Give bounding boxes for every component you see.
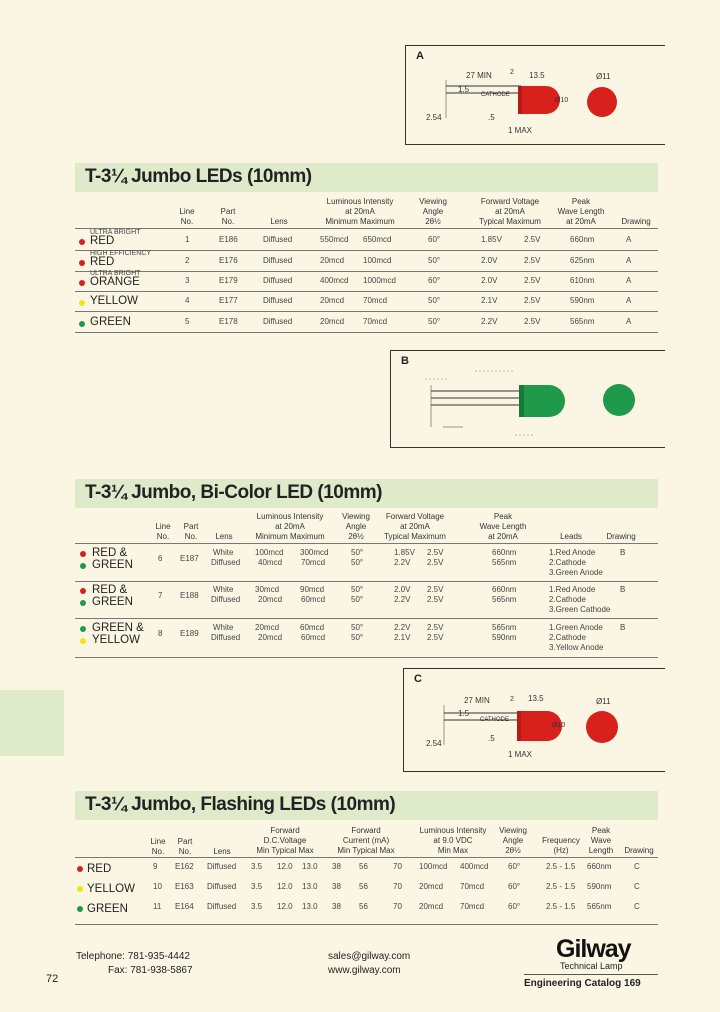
color-dot-icon xyxy=(77,886,83,892)
row-divider xyxy=(75,618,658,619)
lum-max: 100mcd xyxy=(363,256,392,265)
drawing-c xyxy=(403,668,665,772)
lum-max: 70mcd xyxy=(301,558,326,567)
fv-typical: 2.0V xyxy=(481,276,498,285)
lens: Diffused xyxy=(263,317,293,326)
logo-wordmark: Gilway xyxy=(556,935,631,963)
col-header-angle: Viewing Angle 2θ½ xyxy=(499,826,527,855)
line-number: 2 xyxy=(185,256,190,265)
current-min: 38 xyxy=(332,882,341,891)
lum-max: 60mcd xyxy=(301,633,326,642)
drawing-ref: A xyxy=(626,276,632,285)
part-number: E164 xyxy=(175,902,194,911)
view-angle: 50° xyxy=(351,585,364,594)
wavelength: 625nm xyxy=(570,256,595,265)
line-number: 9 xyxy=(153,862,158,871)
part-number: E178 xyxy=(219,317,238,326)
lead-2: 2.Cathode xyxy=(549,633,586,642)
view-angle: 50° xyxy=(351,595,364,604)
part-number: E189 xyxy=(180,629,199,638)
color-dot-icon xyxy=(80,588,86,594)
color-dot-icon xyxy=(80,626,86,632)
lead-3: 3.Green Anode xyxy=(549,568,603,577)
led-subtitle: ULTRA BRIGHT xyxy=(90,229,141,236)
current-typical: 56 xyxy=(359,862,368,871)
view-angle: 50° xyxy=(351,623,364,632)
part-number: E187 xyxy=(180,554,199,563)
wavelength: 610nm xyxy=(570,276,595,285)
current-min: 38 xyxy=(332,902,341,911)
lum-min: 100mcd xyxy=(419,862,448,871)
footer-email[interactable]: sales@gilway.com xyxy=(328,951,411,962)
col-header-wavelength: Peak Wave Length at 20mA xyxy=(557,197,605,226)
view-angle: 50° xyxy=(428,256,441,265)
lead-1: 1.Red Anode xyxy=(549,548,596,557)
fv-typical: 1.85V xyxy=(394,548,415,557)
line-number: 8 xyxy=(158,629,163,638)
led-subtitle: ULTRA BRIGHT xyxy=(90,270,141,277)
col-header-drawing: Drawing xyxy=(624,846,654,855)
fv-max: 2.5V xyxy=(427,585,444,594)
lum-min: 20mcd xyxy=(419,902,444,911)
fv-typical: 2.2V xyxy=(394,595,411,604)
fv-typical: 2.1V xyxy=(394,633,411,642)
wavelength: 590nm xyxy=(587,882,612,891)
col-header-angle: Viewing Angle 2θ½ xyxy=(342,512,370,541)
dcv-typical: 12.0 xyxy=(277,902,293,911)
lum-min: 20mcd xyxy=(258,595,283,604)
color-dot-icon xyxy=(79,239,85,245)
col-header-angle: Viewing Angle 2θ½ xyxy=(419,197,447,226)
led-color-name: YELLOW xyxy=(87,883,135,895)
lum-max: 650mcd xyxy=(363,235,392,244)
section-header-flashing-leds xyxy=(75,791,658,820)
part-number: E162 xyxy=(175,862,194,871)
led-color-name: RED & xyxy=(92,547,128,559)
led-drawing-red-flashing xyxy=(404,669,661,771)
led-drawing-green xyxy=(391,351,661,447)
lum-max: 60mcd xyxy=(301,595,326,604)
col-header-drawing: Drawing xyxy=(606,532,636,541)
fv-max: 2.5V xyxy=(524,317,541,326)
fv-max: 2.5V xyxy=(427,595,444,604)
line-number: 5 xyxy=(185,317,190,326)
fv-typical: 2.2V xyxy=(481,317,498,326)
lens: Diffused xyxy=(263,256,293,265)
col-header-part: Part No. xyxy=(183,522,199,541)
led-color-name: GREEN xyxy=(92,559,133,571)
row-divider xyxy=(75,332,658,333)
current-max: 70 xyxy=(393,882,402,891)
view-angle: 60° xyxy=(428,276,441,285)
footer-web[interactable]: www.gilway.com xyxy=(328,965,401,976)
led-subtitle: HIGH EFFICIENCY xyxy=(90,250,152,257)
part-number: E186 xyxy=(219,235,238,244)
dim-max: 1 MAX xyxy=(508,750,533,759)
dim-lead: .5 xyxy=(488,734,495,743)
dcv-min: 3.5 xyxy=(251,882,263,891)
lum-max: 90mcd xyxy=(300,585,325,594)
wavelength: 660nm xyxy=(570,235,595,244)
fv-typical: 2.2V xyxy=(394,623,411,632)
lead-1: 1.Green Anode xyxy=(549,623,603,632)
col-header-line: Line No. xyxy=(150,837,166,856)
lead-3: 3.Yellow Anode xyxy=(549,643,604,652)
led-color-name: RED xyxy=(87,863,112,875)
col-header-lens: Lens xyxy=(270,217,288,226)
lead-3: 3.Green Cathode xyxy=(549,605,611,614)
led-color-name: ORANGE xyxy=(90,276,140,288)
lum-min: 20mcd xyxy=(320,317,345,326)
col-header-luminous: Luminous Intensity at 20mA Minimum Maximum xyxy=(325,197,395,226)
fv-max: 2.5V xyxy=(524,276,541,285)
color-dot-icon xyxy=(77,906,83,912)
col-header-drawing: Drawing xyxy=(621,217,651,226)
lead-1: 1.Red Anode xyxy=(549,585,596,594)
lum-max: 70mcd xyxy=(363,296,388,305)
lum-min: 20mcd xyxy=(255,623,280,632)
side-tab xyxy=(0,690,64,756)
fv-typical: 2.0V xyxy=(481,256,498,265)
wavelength: 565nm xyxy=(492,558,517,567)
dim-max: 1 MAX xyxy=(508,126,533,135)
part-number: E177 xyxy=(219,296,238,305)
fv-typical: 1.85V xyxy=(481,235,502,244)
color-dot-icon xyxy=(79,300,85,306)
lead-2: 2.Cathode xyxy=(549,595,586,604)
lum-max: 300mcd xyxy=(300,548,329,557)
row-divider xyxy=(75,311,658,312)
lum-max: 70mcd xyxy=(460,882,485,891)
fv-max: 2.5V xyxy=(427,623,444,632)
wavelength: 590nm xyxy=(570,296,595,305)
line-number: 1 xyxy=(185,235,190,244)
lum-max: 1000mcd xyxy=(363,276,396,285)
color-dot-icon xyxy=(77,866,83,872)
drawing-ref: C xyxy=(634,862,640,871)
lum-max: 70mcd xyxy=(460,902,485,911)
dcv-max: 13.0 xyxy=(302,862,318,871)
view-angle: 50° xyxy=(428,296,441,305)
col-header-wavelength: Peak Wave Length at 20mA xyxy=(479,512,527,541)
current-min: 38 xyxy=(332,862,341,871)
lum-max: 70mcd xyxy=(363,317,388,326)
col-header-luminous: Luminous Intensity at 20mA Minimum Maximum xyxy=(255,512,325,541)
led-color-name: GREEN xyxy=(90,316,131,328)
fv-typical: 2.2V xyxy=(394,558,411,567)
dcv-max: 13.0 xyxy=(302,902,318,911)
dia-body: Ø10 xyxy=(552,722,566,729)
color-dot-icon xyxy=(79,321,85,327)
col-header-forward-voltage: Forward Voltage at 20mA Typical Maximum xyxy=(479,197,541,226)
frequency: 2.5 - 1.5 xyxy=(546,862,576,871)
frequency: 2.5 - 1.5 xyxy=(546,902,576,911)
drawing-ref: A xyxy=(626,317,632,326)
lum-max: 400mcd xyxy=(460,862,489,871)
dia-flange: Ø11 xyxy=(596,72,611,81)
drawing-letter: B xyxy=(401,355,409,367)
section-title: T-3¼ Jumbo, Bi-Color LED (10mm) xyxy=(85,482,382,503)
lens: Diffused xyxy=(211,633,241,642)
led-color-name: RED xyxy=(90,256,115,268)
section-title: T-3¼ Jumbo, Flashing LEDs (10mm) xyxy=(85,794,396,815)
dcv-typical: 12.0 xyxy=(277,862,293,871)
dim-body: 13.5 xyxy=(529,71,545,80)
dim-min: 27 MIN xyxy=(464,696,490,705)
drawing-ref: A xyxy=(626,256,632,265)
color-dot-icon xyxy=(80,600,86,606)
section-title: T-3¼ Jumbo LEDs (10mm) xyxy=(85,166,312,187)
wavelength: 565nm xyxy=(492,623,517,632)
dim-small: 1.5 xyxy=(458,85,470,94)
row-divider xyxy=(75,581,658,582)
lens: Diffused xyxy=(207,882,237,891)
cathode-label: CATHODE xyxy=(480,717,509,723)
lens: Diffused xyxy=(263,235,293,244)
drawing-a xyxy=(405,45,665,145)
wavelength: 660nm xyxy=(492,585,517,594)
lead-2: 2.Cathode xyxy=(549,558,586,567)
color-dot-icon xyxy=(80,638,86,644)
dcv-min: 3.5 xyxy=(251,902,263,911)
fv-typical: 2.1V xyxy=(481,296,498,305)
fv-max: 2.5V xyxy=(427,558,444,567)
view-angle: 60° xyxy=(508,862,521,871)
view-angle: 60° xyxy=(508,882,521,891)
led-color-name: YELLOW xyxy=(90,295,138,307)
lens: Diffused xyxy=(263,296,293,305)
drawing-letter: C xyxy=(414,673,422,685)
led-drawing-red xyxy=(406,46,661,144)
footer-catalog: Engineering Catalog 169 xyxy=(524,978,641,989)
wavelength: 565nm xyxy=(492,595,517,604)
color-dot-icon xyxy=(80,551,86,557)
lum-min: 20mcd xyxy=(320,296,345,305)
section-header-bicolor-led xyxy=(75,479,658,508)
lens: White xyxy=(213,548,234,557)
dcv-min: 3.5 xyxy=(251,862,263,871)
drawing-ref: A xyxy=(626,235,632,244)
fv-max: 2.5V xyxy=(427,633,444,642)
fv-typical: 2.0V xyxy=(394,585,411,594)
drawing-ref: C xyxy=(634,902,640,911)
lens: White xyxy=(213,623,234,632)
lum-min: 30mcd xyxy=(255,585,280,594)
view-angle: 50° xyxy=(351,633,364,642)
dim-two: 2 xyxy=(510,69,514,76)
dia-body: Ø10 xyxy=(555,97,569,104)
dim-small: 1.5 xyxy=(458,709,470,718)
drawing-b xyxy=(390,350,665,448)
col-header-wavelength: Peak Wave Length xyxy=(588,826,614,855)
col-header-leads: Leads xyxy=(560,532,582,541)
fv-max: 2.5V xyxy=(427,548,444,557)
lens: Diffused xyxy=(211,595,241,604)
current-max: 70 xyxy=(393,902,402,911)
col-header-luminous: Luminous Intensity at 9.0 VDC Min Max xyxy=(419,826,487,855)
current-max: 70 xyxy=(393,862,402,871)
line-number: 6 xyxy=(158,554,163,563)
lum-min: 20mcd xyxy=(258,633,283,642)
led-color-name: GREEN xyxy=(87,903,128,915)
line-number: 10 xyxy=(153,882,162,891)
dim-min: 27 MIN xyxy=(466,71,492,80)
frequency: 2.5 - 1.5 xyxy=(546,882,576,891)
col-header-lens: Lens xyxy=(213,847,231,856)
part-number: E163 xyxy=(175,882,194,891)
page-number: 72 xyxy=(46,973,59,985)
current-typical: 56 xyxy=(359,882,368,891)
lens: Diffused xyxy=(263,276,293,285)
dim-body: 13.5 xyxy=(528,694,544,703)
section-header-jumbo-leds xyxy=(75,163,658,192)
dim-two: 2 xyxy=(510,696,514,703)
gilway-logo xyxy=(556,936,652,971)
row-divider xyxy=(75,924,658,925)
col-header-lens: Lens xyxy=(215,532,233,541)
view-angle: 60° xyxy=(508,902,521,911)
color-dot-icon xyxy=(79,280,85,286)
cathode-label: CATHODE xyxy=(481,92,510,98)
wavelength: 660nm xyxy=(587,862,612,871)
color-dot-icon xyxy=(80,563,86,569)
wavelength: 565nm xyxy=(570,317,595,326)
line-number: 7 xyxy=(158,591,163,600)
wavelength: 660nm xyxy=(492,548,517,557)
view-angle: 60° xyxy=(428,235,441,244)
row-divider xyxy=(75,271,658,272)
lens: Diffused xyxy=(207,862,237,871)
line-number: 3 xyxy=(185,276,190,285)
drawing-ref: A xyxy=(626,296,632,305)
led-color-name: RED xyxy=(90,235,115,247)
color-dot-icon xyxy=(79,260,85,266)
part-number: E176 xyxy=(219,256,238,265)
lum-min: 40mcd xyxy=(258,558,283,567)
col-header-forward-voltage: Forward Voltage at 20mA Typical Maximum xyxy=(384,512,446,541)
wavelength: 590nm xyxy=(492,633,517,642)
lum-max: 60mcd xyxy=(300,623,325,632)
footer-telephone: Telephone: 781-935-4442 xyxy=(76,951,190,962)
lum-min: 20mcd xyxy=(320,256,345,265)
dia-flange: Ø11 xyxy=(596,697,611,706)
fv-max: 2.5V xyxy=(524,235,541,244)
drawing-ref: B xyxy=(620,548,626,557)
wavelength: 565nm xyxy=(587,902,612,911)
col-header-current: Forward Current (mA) Min Typical Max xyxy=(337,826,395,855)
logo-subtitle: Technical Lamp xyxy=(560,961,623,971)
col-header-part: Part No. xyxy=(220,207,236,226)
view-angle: 50° xyxy=(428,317,441,326)
lum-min: 400mcd xyxy=(320,276,349,285)
dcv-typical: 12.0 xyxy=(277,882,293,891)
lum-min: 20mcd xyxy=(419,882,444,891)
row-divider xyxy=(75,250,658,251)
lum-min: 550mcd xyxy=(320,235,349,244)
dim-lead: .5 xyxy=(488,113,495,122)
dim-pitch: 2.54 xyxy=(426,739,442,748)
drawing-ref: B xyxy=(620,585,626,594)
col-header-frequency: Frequency (Hz) xyxy=(542,836,580,855)
fv-max: 2.5V xyxy=(524,256,541,265)
drawing-letter: A xyxy=(416,50,424,62)
col-header-line: Line No. xyxy=(155,522,171,541)
led-color-name: GREEN xyxy=(92,596,133,608)
drawing-ref: B xyxy=(620,623,626,632)
dcv-max: 13.0 xyxy=(302,882,318,891)
led-color-name: RED & xyxy=(92,584,128,596)
lens: White xyxy=(213,585,234,594)
line-number: 11 xyxy=(153,902,162,911)
led-color-name: YELLOW xyxy=(92,634,140,646)
view-angle: 50° xyxy=(351,558,364,567)
row-divider xyxy=(75,291,658,292)
part-number: E188 xyxy=(180,591,199,600)
footer-fax: Fax: 781-938-5867 xyxy=(108,965,193,976)
drawing-ref: C xyxy=(634,882,640,891)
current-typical: 56 xyxy=(359,902,368,911)
col-header-dc-voltage: Forward D.C.Voltage Min Typical Max xyxy=(256,826,314,855)
col-header-part: Part No. xyxy=(177,837,193,856)
row-divider xyxy=(75,657,658,658)
fv-max: 2.5V xyxy=(524,296,541,305)
lens: Diffused xyxy=(207,902,237,911)
dim-pitch: 2.54 xyxy=(426,113,442,122)
line-number: 4 xyxy=(185,296,190,305)
col-header-line: Line No. xyxy=(179,207,195,226)
part-number: E179 xyxy=(219,276,238,285)
led-color-name: GREEN & xyxy=(92,622,144,634)
view-angle: 50° xyxy=(351,548,364,557)
lum-min: 100mcd xyxy=(255,548,284,557)
lens: Diffused xyxy=(211,558,241,567)
